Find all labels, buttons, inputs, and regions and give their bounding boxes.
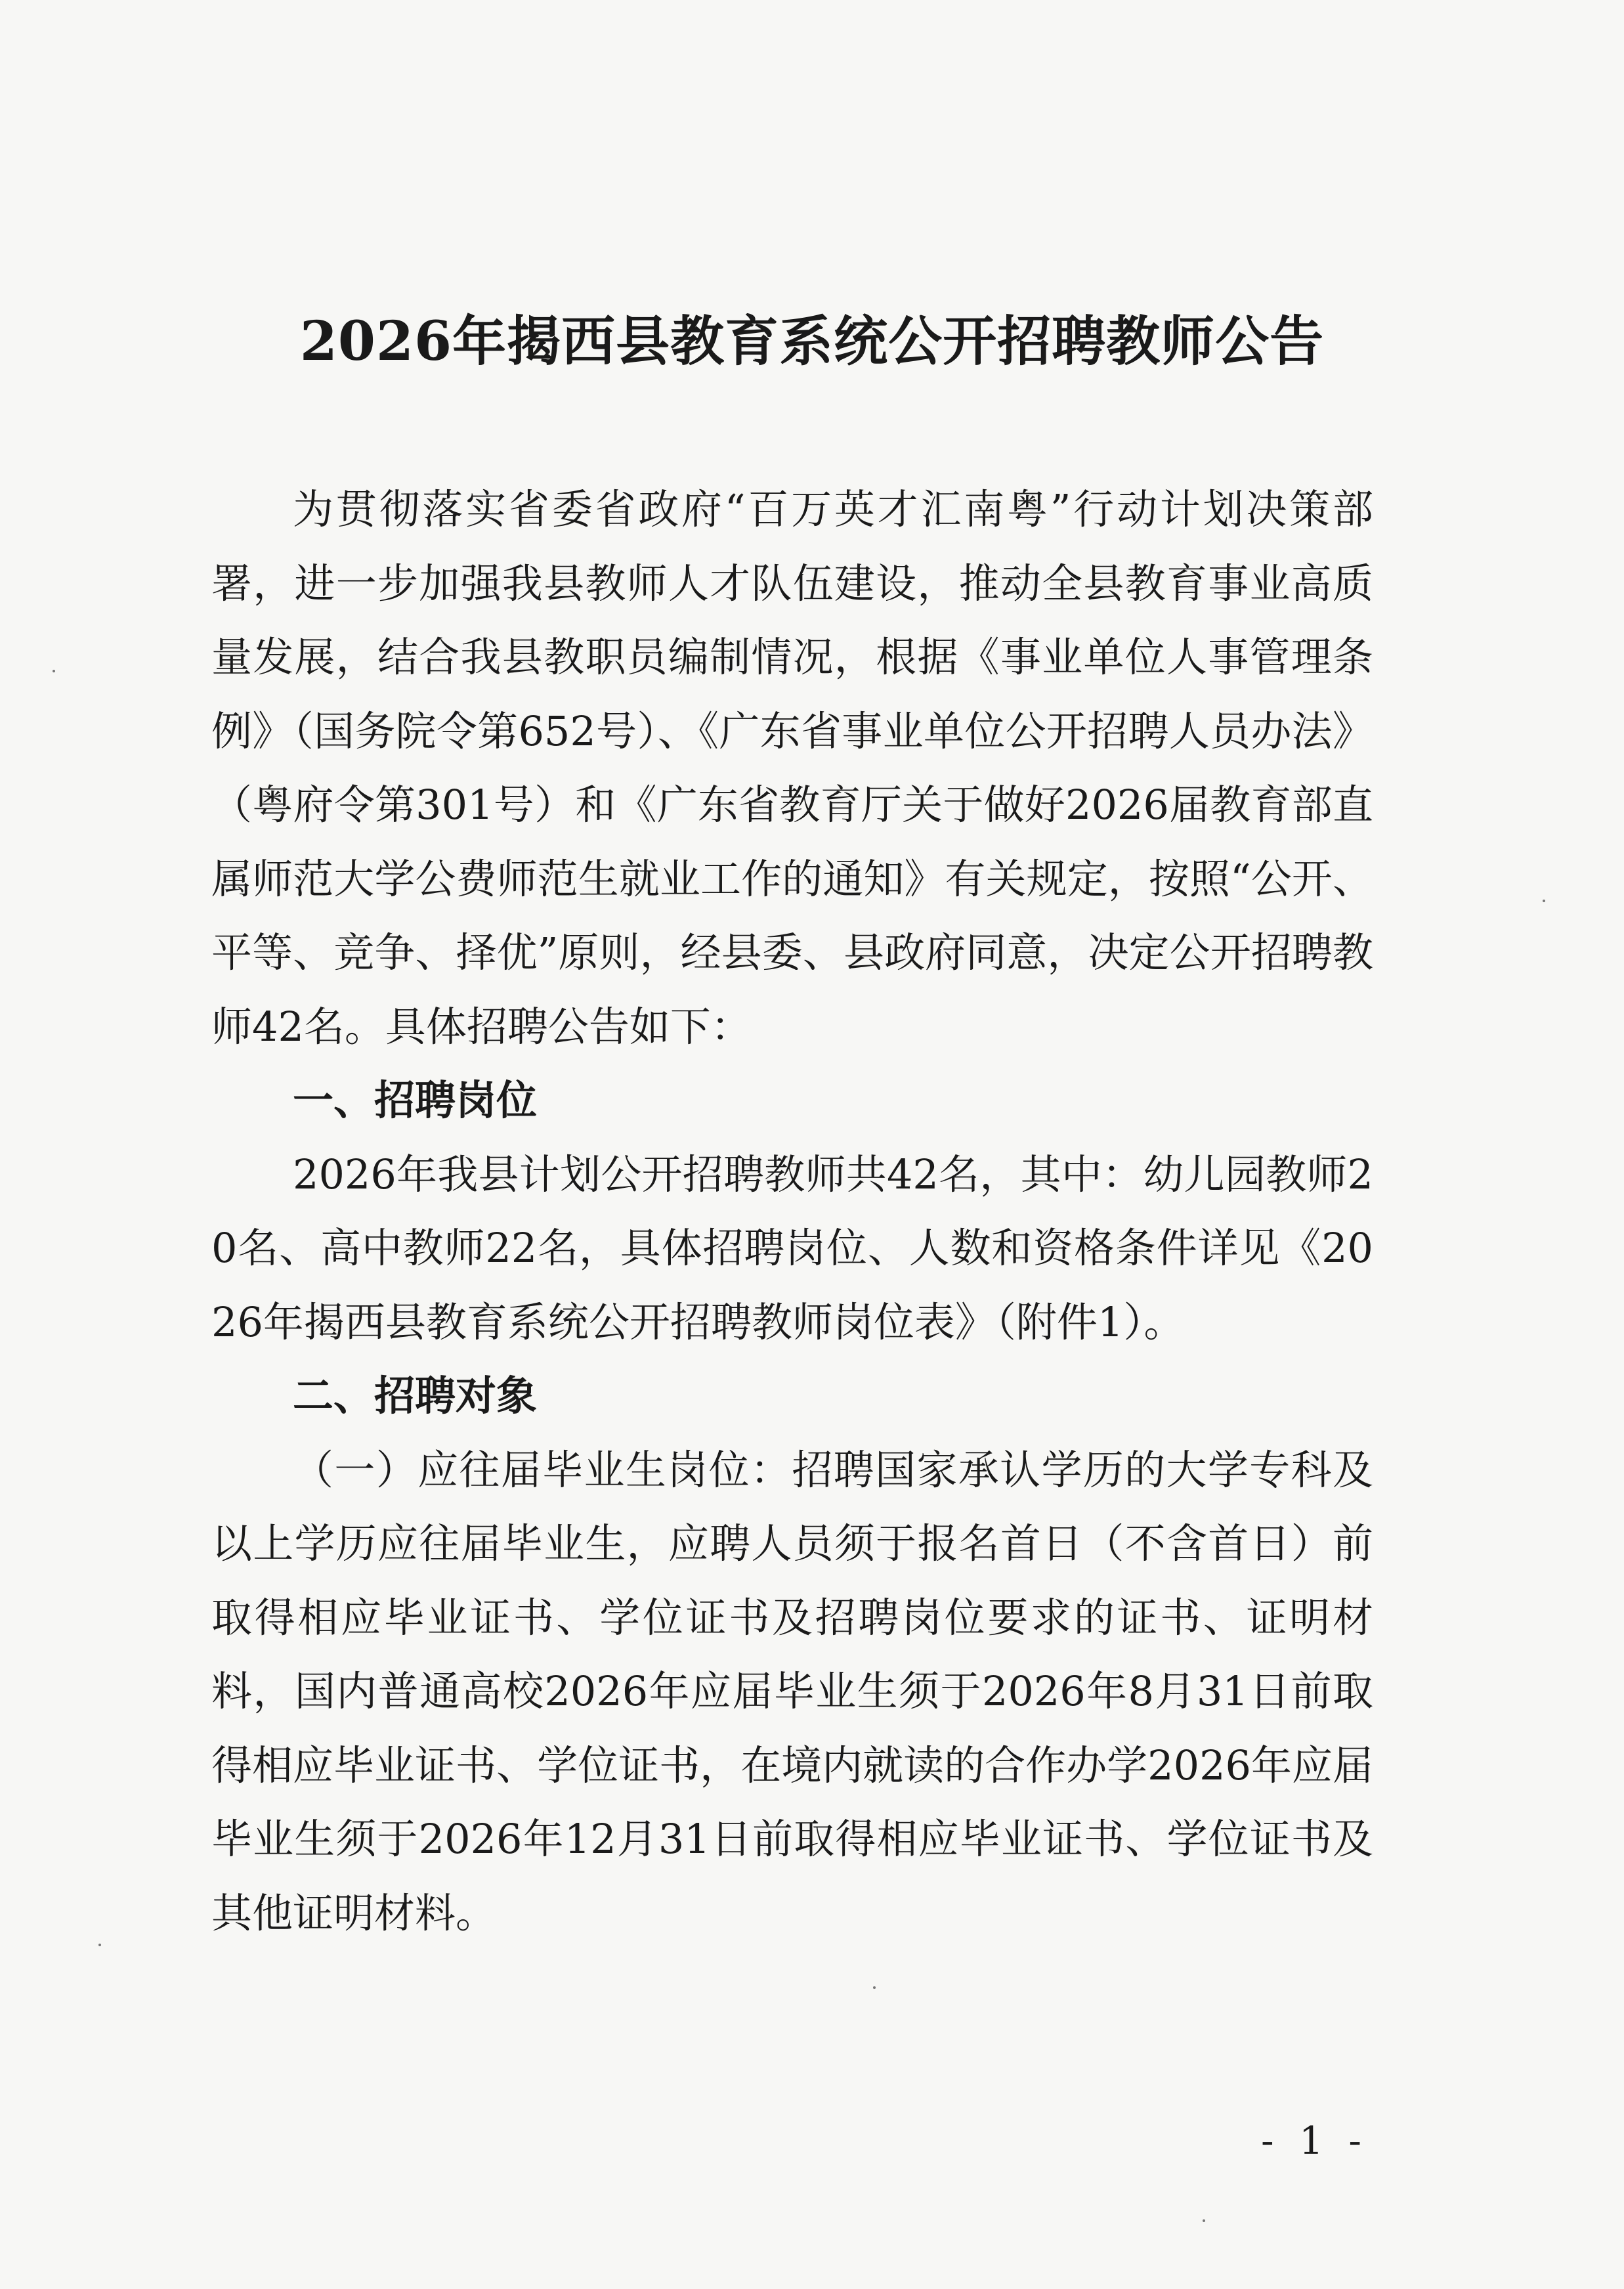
scan-speck (873, 1986, 876, 1989)
scan-speck (1543, 900, 1545, 902)
section-heading-positions: 一、招聘岗位 (293, 1076, 538, 1124)
section-text-positions: 2026年我县计划公开招聘教师共42名，其中：幼儿园教师20名、高中教师22名，具体招聘岗位、人数和资格条件详见《2026年揭西县教育系统公开招聘教师岗位表》（附件1）。 (211, 1150, 1373, 1346)
intro-paragraph: 为贯彻落实省委省政府“百万英才汇南粤”行动计划决策部署，进一步加强我县教师人才队伍建设，推动全县教育事业高质量发展，结合我县教职员编制情况，根据《事业单位人事管理条例》（国务院令第652号）、《广东省事业单位公开招聘人员办法》（粤府令第301号）和《广东省教育厅关于做好2026届教育部直属师范大学公费师范生就业工作的通知》有关规定，按照“公开、平等、竞争、择优”原则，经县委、县政府同意，决定公开招聘教师42名。具体招聘公告如下： (211, 485, 1373, 1051)
section-text-candidates: （一）应往届毕业生岗位：招聘国家承认学历的大学专科及以上学历应往届毕业生，应聘人员须于报名首日（不含首日）前取得相应毕业证书、学位证书及招聘岗位要求的证书、证明材料，国内普通高校2026年应届毕业生须于2026年8月31日前取得相应毕业证书、学位证书，在境内就读的合作办学2026年应届毕业生须于2026年12月31日前取得相应毕业证书、学位证书及其他证明材料。 (211, 1445, 1373, 1937)
scan-speck (53, 670, 55, 672)
document-body (211, 473, 1373, 1950)
scan-speck (1203, 2219, 1205, 2222)
page-number: - 1 - (1261, 2118, 1368, 2163)
document-title: 2026年揭西县教育系统公开招聘教师公告 (299, 310, 1325, 373)
section-heading-candidates: 二、招聘对象 (293, 1372, 538, 1420)
scan-speck (98, 1944, 101, 1946)
